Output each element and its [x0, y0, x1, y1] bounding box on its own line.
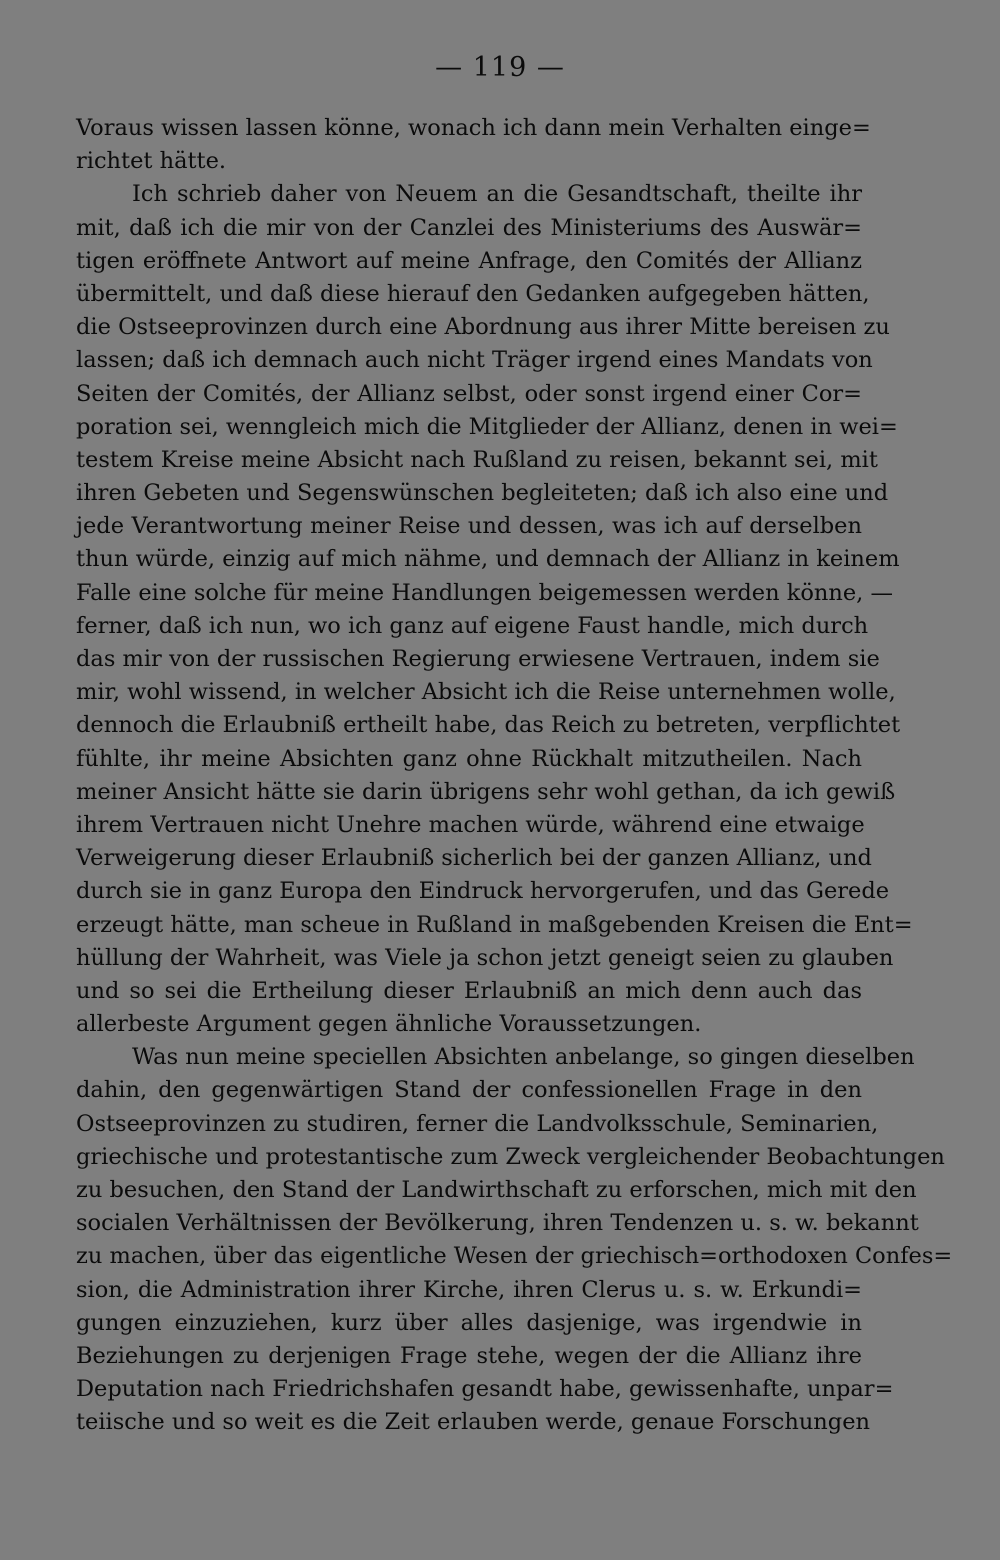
text-line: Ich schrieb daher von Neuem an die Gesandtschaft, theilte ihr	[132, 181, 862, 208]
text-line: allerbeste Argument gegen ähnliche Voraussetzungen.	[76, 1011, 702, 1038]
text-line: fühlte, ihr meine Absichten ganz ohne Rückhalt mitzutheilen. Nach	[76, 745, 862, 772]
text-line: richtet hätte.	[76, 148, 227, 175]
text-line: Ostseeprovinzen zu studiren, ferner die Landvolksschule, Seminarien,	[76, 1110, 879, 1137]
text-line: Verweigerung dieser Erlaubniß sicherlich bei der ganzen Allianz, und	[76, 845, 872, 872]
text-line: thun würde, einzig auf mich nähme, und demnach der Allianz in keinem	[76, 546, 900, 573]
body-text	[76, 112, 953, 1440]
text-line: tigen eröffnete Antwort auf meine Anfrage, den Comités der Allianz	[76, 247, 862, 274]
text-line: Beziehungen zu derjenigen Frage stehe, wegen der die Allianz ihre	[76, 1342, 862, 1369]
text-line: meiner Ansicht hätte sie darin übrigens sehr wohl gethan, da ich gewiß	[76, 778, 896, 805]
text-line: durch sie in ganz Europa den Eindruck hervorgerufen, und das Gerede	[76, 878, 890, 905]
text-line: Falle eine solche für meine Handlungen beigemessen werden könne, —	[76, 579, 893, 606]
text-line: hüllung der Wahrheit, was Viele ja schon jetzt geneigt seien zu glauben	[76, 944, 894, 971]
text-line: ihrem Vertrauen nicht Unehre machen würde, während eine etwaige	[76, 811, 865, 838]
text-line: mit, daß ich die mir von der Canzlei des Ministeriums des Auswär=	[76, 214, 862, 241]
text-line: mir, wohl wissend, in welcher Absicht ich die Reise unternehmen wolle,	[76, 679, 896, 706]
text-line: die Ostseeprovinzen durch eine Abordnung aus ihrer Mitte bereisen zu	[76, 314, 890, 341]
text-line: jede Verantwortung meiner Reise und dessen, was ich auf derselben	[76, 513, 862, 540]
text-line: ihren Gebeten und Segenswünschen begleiteten; daß ich also eine und	[76, 480, 889, 507]
text-line: gungen einzuziehen, kurz über alles dasjenige, was irgendwie in	[76, 1309, 862, 1336]
text-line: Seiten der Comités, der Allianz selbst, oder sonst irgend einer Cor=	[76, 380, 862, 407]
text-line: Voraus wissen lassen könne, wonach ich dann mein Verhalten einge=	[76, 115, 871, 141]
page-number: — 119 —	[435, 52, 565, 83]
text-line: ferner, daß ich nun, wo ich ganz auf eigene Faust handle, mich durch	[76, 612, 869, 639]
text-line: Was nun meine speciellen Absichten anbelange, so gingen dieselben	[132, 1044, 915, 1071]
text-line: griechische und protestantische zum Zweck vergleichender Beobachtungen	[76, 1143, 945, 1170]
text-line: Deputation nach Friedrichshafen gesandt habe, gewissenhafte, unpar=	[76, 1376, 894, 1403]
text-line: testem Kreise meine Absicht nach Rußland zu reisen, bekannt sei, mit	[76, 446, 878, 473]
text-line: und so sei die Ertheilung dieser Erlaubniß an mich denn auch das	[76, 977, 862, 1004]
text-line: dahin, den gegenwärtigen Stand der confessionellen Frage in den	[76, 1077, 862, 1104]
text-line: zu besuchen, den Stand der Landwirthschaft zu erforschen, mich mit den	[76, 1177, 917, 1203]
text-line: socialen Verhältnissen der Bevölkerung, ihren Tendenzen u. s. w. bekannt	[76, 1210, 919, 1237]
text-line: poration sei, wenngleich mich die Mitglieder der Allianz, denen in wei=	[76, 413, 898, 440]
text-line: übermittelt, und daß diese hierauf den Gedanken aufgegeben hätten,	[76, 280, 870, 307]
text-line: das mir von der russischen Regierung erwiesene Vertrauen, indem sie	[76, 646, 880, 672]
text-line: lassen; daß ich demnach auch nicht Träger irgend eines Mandats von	[76, 347, 873, 374]
text-line: sion, die Administration ihrer Kirche, ihren Clerus u. s. w. Erkundi=	[76, 1276, 862, 1303]
text-line: zu machen, über das eigentliche Wesen der griechisch=orthodoxen Confes=	[76, 1243, 953, 1270]
text-line: teiische und so weit es die Zeit erlauben werde, genaue Forschungen	[76, 1409, 871, 1436]
text-line: erzeugt hätte, man scheue in Rußland in maßgebenden Kreisen die Ent=	[76, 911, 913, 938]
text-line: dennoch die Erlaubniß ertheilt habe, das Reich zu betreten, verpflichtet	[76, 712, 901, 739]
